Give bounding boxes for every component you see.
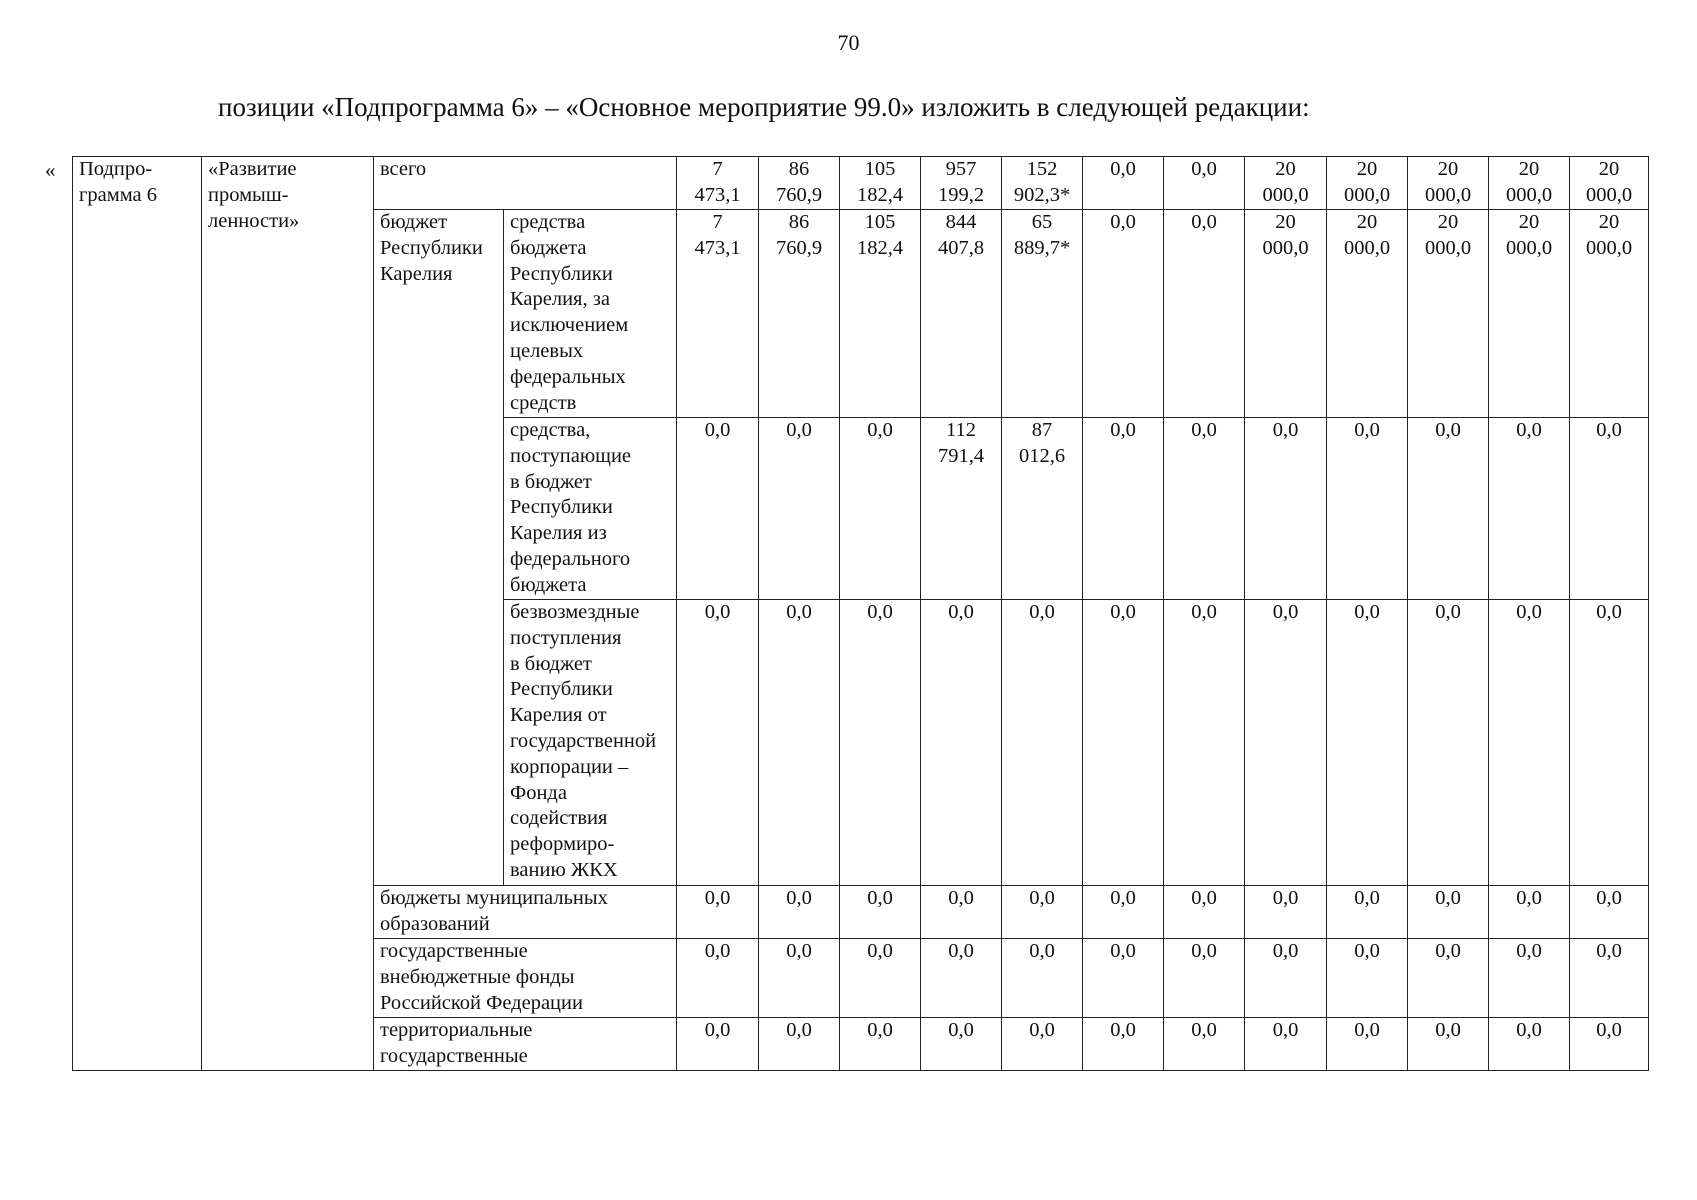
- value-cell: [1570, 1018, 1649, 1071]
- value-cell: [1408, 157, 1489, 210]
- value-line: 0,0: [1354, 940, 1380, 962]
- value-line: 0,0: [1191, 887, 1217, 909]
- value-line: 000,0: [1343, 236, 1391, 259]
- value-line: 0,0: [1272, 940, 1299, 962]
- value-line: 0,0: [704, 940, 731, 962]
- value-cell: [840, 157, 921, 210]
- value-line: 0,0: [948, 887, 974, 909]
- rk-budget-label: [374, 210, 504, 886]
- value-line: 760,9: [775, 183, 823, 206]
- subprogram-name-cell: [73, 157, 202, 1071]
- value-line: 0,0: [1110, 601, 1136, 623]
- subprogram-name-line: Подпро-: [79, 158, 153, 180]
- value-line: 0,0: [786, 601, 812, 623]
- value-line: 0,0: [1435, 419, 1461, 441]
- value-line: 105: [864, 158, 896, 180]
- value-line: 0,0: [867, 1019, 893, 1041]
- value-cell: [677, 939, 759, 1018]
- value-cell: [840, 886, 921, 939]
- value-line: 0,0: [1516, 940, 1542, 962]
- row-total: [73, 157, 1649, 210]
- value-cell: [1083, 886, 1164, 939]
- value-line: 0,0: [1354, 1019, 1380, 1041]
- row-label-territorial: [374, 1018, 677, 1071]
- value-line: 0,0: [948, 1019, 974, 1041]
- value-line: 0,0: [1596, 887, 1622, 909]
- value-cell: [840, 418, 921, 600]
- value-line: 844: [945, 211, 977, 233]
- label-line: федерального: [510, 547, 631, 570]
- row-label-offbudget: [374, 939, 677, 1018]
- value-cell: [1164, 939, 1245, 1018]
- value-cell: [1327, 157, 1408, 210]
- value-cell: [1327, 210, 1408, 418]
- value-line: 20: [1518, 211, 1540, 233]
- value-line: 0,0: [1596, 940, 1622, 962]
- value-line: 0,0: [1435, 940, 1461, 962]
- label-line: Карелия из: [510, 522, 607, 545]
- value-cell: [759, 1018, 840, 1071]
- value-line: 0,0: [1110, 211, 1136, 233]
- value-line: 0,0: [1516, 1019, 1542, 1041]
- value-line: 0,0: [1029, 887, 1055, 909]
- value-line: 0,0: [948, 601, 974, 623]
- value-line: 0,0: [1029, 940, 1055, 962]
- value-line: 0,0: [1435, 601, 1461, 623]
- value-cell: [1408, 210, 1489, 418]
- label-line: образований: [380, 912, 490, 935]
- value-cell: [1489, 600, 1570, 886]
- value-cell: [1570, 210, 1649, 418]
- value-cell: [759, 157, 840, 210]
- label-line: Фонда: [510, 781, 567, 804]
- value-line: 000,0: [1262, 236, 1309, 259]
- value-line: 0,0: [1110, 887, 1136, 909]
- value-cell: [1408, 418, 1489, 600]
- value-line: 0,0: [867, 601, 893, 623]
- value-line: 20: [1518, 158, 1540, 180]
- value-cell: [1489, 939, 1570, 1018]
- value-line: 105: [864, 211, 896, 233]
- value-line: 20: [1437, 211, 1459, 233]
- value-line: 0,0: [1110, 940, 1136, 962]
- value-line: 902,3*: [1013, 183, 1071, 206]
- row-label-rk-fund: [504, 600, 677, 886]
- value-line: 0,0: [786, 1019, 812, 1041]
- value-cell: [759, 210, 840, 418]
- value-line: 182,4: [856, 236, 904, 259]
- value-line: 000,0: [1585, 236, 1633, 259]
- value-line: 0,0: [1596, 419, 1622, 441]
- value-line: 000,0: [1424, 183, 1472, 206]
- value-cell: [1002, 1018, 1083, 1071]
- value-cell: [1164, 418, 1245, 600]
- value-cell: [677, 418, 759, 600]
- value-cell: [921, 210, 1002, 418]
- value-line: 7: [712, 211, 723, 233]
- value-line: 0,0: [704, 601, 731, 623]
- financing-table: [72, 156, 1649, 1071]
- value-cell: [1083, 418, 1164, 600]
- value-cell: [1083, 157, 1164, 210]
- value-cell: [677, 157, 759, 210]
- value-line: 86: [788, 158, 810, 180]
- value-line: 000,0: [1424, 236, 1472, 259]
- value-cell: [1327, 418, 1408, 600]
- value-cell: [1245, 600, 1327, 886]
- value-cell: [1327, 886, 1408, 939]
- label-line: исключением: [510, 314, 629, 337]
- value-line: 86: [788, 211, 810, 233]
- value-line: 0,0: [786, 419, 812, 441]
- value-cell: [759, 886, 840, 939]
- value-cell: [1408, 600, 1489, 886]
- value-cell: [1164, 210, 1245, 418]
- value-cell: [1164, 1018, 1245, 1071]
- value-cell: [1245, 418, 1327, 600]
- label-line: поступления: [510, 626, 622, 649]
- value-cell: [1570, 157, 1649, 210]
- value-cell: [759, 418, 840, 600]
- value-cell: [921, 600, 1002, 886]
- value-line: 0,0: [1191, 419, 1217, 441]
- value-cell: [1002, 157, 1083, 210]
- value-cell: [1164, 886, 1245, 939]
- label-line: целевых: [510, 339, 584, 362]
- value-cell: [1083, 210, 1164, 418]
- value-line: 407,8: [937, 236, 985, 259]
- value-cell: [1408, 886, 1489, 939]
- value-line: 199,2: [937, 183, 985, 206]
- value-line: 0,0: [1191, 601, 1217, 623]
- value-cell: [840, 939, 921, 1018]
- subprogram-title-line: «Развитие: [208, 158, 297, 180]
- value-cell: [1002, 210, 1083, 418]
- value-line: 20: [1598, 211, 1620, 233]
- label-line: реформиро-: [510, 833, 615, 856]
- value-line: 20: [1356, 211, 1378, 233]
- label-line: Карелия: [380, 262, 453, 285]
- value-cell: [840, 1018, 921, 1071]
- value-line: 791,4: [937, 444, 985, 467]
- value-line: 0,0: [1516, 887, 1542, 909]
- value-cell: [1245, 886, 1327, 939]
- value-cell: [1245, 157, 1327, 210]
- value-line: 0,0: [1191, 1019, 1217, 1041]
- label-line: корпорации –: [510, 755, 629, 778]
- value-cell: [1489, 157, 1570, 210]
- subprogram-title-line: промыш-: [208, 183, 289, 206]
- value-cell: [921, 939, 1002, 1018]
- value-line: 473,1: [694, 183, 741, 206]
- value-line: 000,0: [1343, 183, 1391, 206]
- value-cell: [1002, 600, 1083, 886]
- value-line: 000,0: [1505, 183, 1553, 206]
- label-line: бюджеты муниципальных: [380, 887, 608, 909]
- value-cell: [921, 157, 1002, 210]
- value-cell: [1327, 1018, 1408, 1071]
- subprogram-name-line: грамма 6: [79, 183, 158, 206]
- value-cell: [1327, 600, 1408, 886]
- value-cell: [1408, 939, 1489, 1018]
- label-line: бюджет: [380, 211, 448, 233]
- value-line: 889,7*: [1013, 236, 1071, 259]
- value-line: 0,0: [1191, 211, 1217, 233]
- value-line: 20: [1356, 158, 1378, 180]
- value-line: 0,0: [704, 1019, 731, 1041]
- label-line: ванию ЖКХ: [510, 858, 618, 881]
- value-line: 152: [1026, 158, 1058, 180]
- value-line: 000,0: [1262, 183, 1309, 206]
- label-line: Республики: [380, 236, 483, 259]
- value-cell: [921, 886, 1002, 939]
- value-line: 957: [945, 158, 977, 180]
- value-line: 0,0: [704, 887, 731, 909]
- value-line: 20: [1598, 158, 1620, 180]
- value-cell: [921, 1018, 1002, 1071]
- value-line: 0,0: [1354, 887, 1380, 909]
- value-line: 000,0: [1585, 183, 1633, 206]
- row-label-rk-own: [504, 210, 677, 418]
- value-cell: [921, 418, 1002, 600]
- value-cell: [1083, 600, 1164, 886]
- value-cell: [1570, 418, 1649, 600]
- value-line: 0,0: [867, 940, 893, 962]
- value-cell: [677, 1018, 759, 1071]
- row-label-rk-federal: [504, 418, 677, 600]
- value-line: 0,0: [1191, 940, 1217, 962]
- label-line: Карелия, за: [510, 288, 610, 311]
- value-line: 0,0: [1110, 1019, 1136, 1041]
- label-line: средств: [510, 391, 577, 414]
- row-label-municipal: [374, 886, 677, 939]
- value-cell: [1408, 1018, 1489, 1071]
- value-line: 0,0: [1272, 1019, 1299, 1041]
- value-line: 87: [1031, 419, 1053, 441]
- value-line: 0,0: [1354, 601, 1380, 623]
- value-cell: [1164, 157, 1245, 210]
- value-cell: [840, 600, 921, 886]
- value-line: 0,0: [786, 887, 812, 909]
- value-cell: [840, 210, 921, 418]
- value-cell: [1002, 886, 1083, 939]
- label-line: средства,: [510, 419, 591, 441]
- value-cell: [1002, 939, 1083, 1018]
- label-line: внебюджетные фонды: [380, 965, 575, 988]
- page-number: 70: [837, 30, 860, 55]
- value-line: 0,0: [1516, 419, 1542, 441]
- value-cell: [1570, 939, 1649, 1018]
- value-line: 760,9: [775, 236, 823, 259]
- value-line: 0,0: [786, 940, 812, 962]
- value-cell: [1245, 939, 1327, 1018]
- value-line: 0,0: [1272, 887, 1299, 909]
- value-line: 0,0: [1029, 1019, 1055, 1041]
- value-line: 65: [1031, 211, 1053, 233]
- value-line: 0,0: [1596, 1019, 1622, 1041]
- label-line: в бюджет: [510, 470, 592, 493]
- value-cell: [1489, 418, 1570, 600]
- label-line: государственные: [380, 1044, 528, 1067]
- subprogram-title-line: ленности»: [208, 209, 300, 232]
- value-line: 000,0: [1505, 236, 1553, 259]
- label-line: территориальные: [380, 1019, 533, 1041]
- value-line: 0,0: [1596, 601, 1622, 623]
- label-line: Российской Федерации: [380, 991, 583, 1014]
- value-cell: [1083, 939, 1164, 1018]
- value-line: 20: [1275, 211, 1296, 233]
- value-cell: [677, 210, 759, 418]
- value-line: 473,1: [694, 236, 741, 259]
- value-cell: [1002, 418, 1083, 600]
- value-line: 0,0: [948, 940, 974, 962]
- value-line: 0,0: [1435, 887, 1461, 909]
- value-cell: [1489, 886, 1570, 939]
- value-cell: [677, 886, 759, 939]
- value-line: 112: [946, 419, 976, 441]
- value-cell: [1570, 600, 1649, 886]
- value-line: 20: [1275, 158, 1296, 180]
- label-line: бюджета: [510, 236, 587, 259]
- label-line: содействия: [510, 807, 608, 830]
- value-cell: [1327, 939, 1408, 1018]
- label-line: Республики: [510, 678, 613, 701]
- row-label-total: всего: [374, 157, 677, 210]
- value-cell: [1489, 1018, 1570, 1071]
- value-line: 012,6: [1018, 444, 1066, 467]
- value-cell: [1245, 1018, 1327, 1071]
- label-line: средства: [510, 211, 586, 233]
- value-line: 0,0: [1272, 419, 1299, 441]
- value-cell: [759, 939, 840, 1018]
- value-line: 0,0: [1516, 601, 1542, 623]
- value-line: 0,0: [1435, 1019, 1461, 1041]
- label-line: государственные: [380, 940, 528, 962]
- label-line: бюджета: [510, 573, 587, 596]
- value-cell: [1570, 886, 1649, 939]
- label-line: федеральных: [510, 365, 626, 388]
- value-line: 0,0: [1272, 601, 1299, 623]
- value-cell: [1164, 600, 1245, 886]
- value-line: 7: [712, 158, 723, 180]
- label-line: государственной: [510, 729, 657, 752]
- value-line: 0,0: [704, 419, 731, 441]
- value-cell: [1083, 1018, 1164, 1071]
- opening-quote: «: [45, 158, 56, 182]
- value-line: 0,0: [1110, 419, 1136, 441]
- value-line: 0,0: [1354, 419, 1380, 441]
- value-line: 0,0: [867, 887, 893, 909]
- intro-text: позиции «Подпрограмма 6» – «Основное мероприятие 99.0» изложить в следующей редакции:: [218, 92, 1310, 122]
- label-line: в бюджет: [510, 652, 592, 675]
- value-cell: [677, 600, 759, 886]
- label-line: Карелия от: [510, 704, 607, 727]
- value-line: 0,0: [1191, 158, 1217, 180]
- value-line: 0,0: [867, 419, 893, 441]
- value-line: 182,4: [856, 183, 904, 206]
- value-line: 20: [1437, 158, 1459, 180]
- label-line: Республики: [510, 262, 613, 285]
- subprogram-title-cell: [202, 157, 374, 1071]
- value-line: 0,0: [1029, 601, 1055, 623]
- value-cell: [1245, 210, 1327, 418]
- label-line: безвозмездные: [510, 601, 640, 623]
- value-cell: [1489, 210, 1570, 418]
- label-line: поступающие: [510, 444, 632, 467]
- value-line: 0,0: [1110, 158, 1136, 180]
- label-line: Республики: [510, 496, 613, 519]
- value-cell: [759, 600, 840, 886]
